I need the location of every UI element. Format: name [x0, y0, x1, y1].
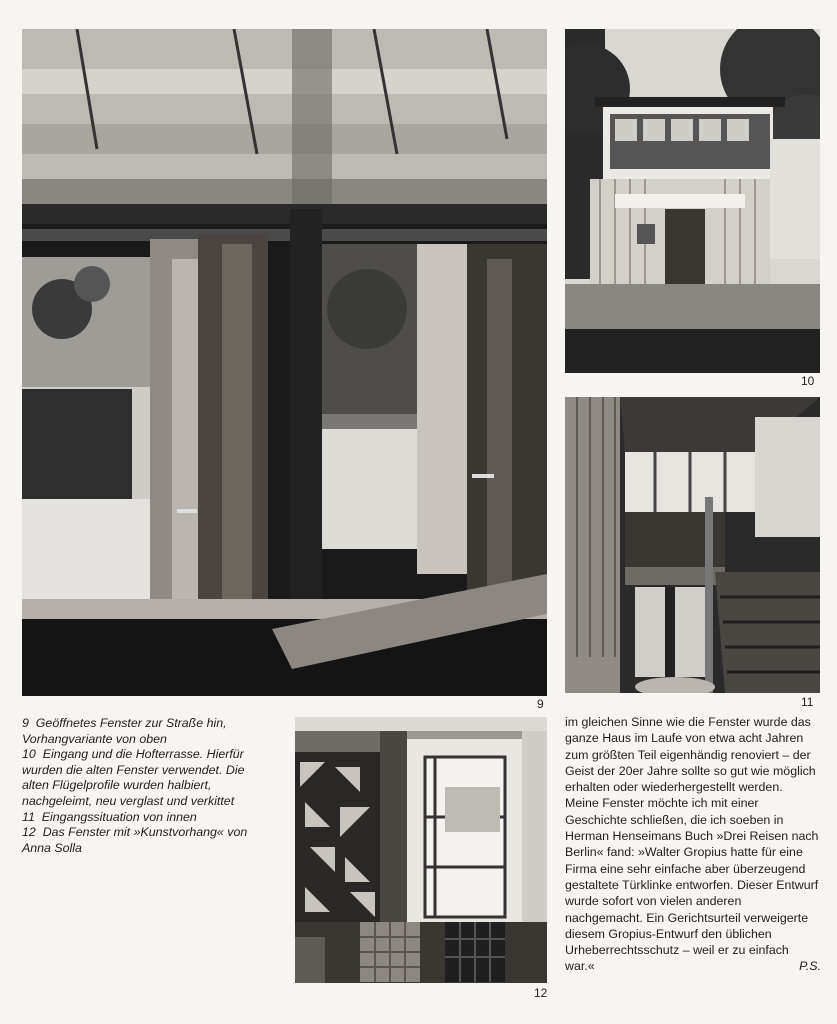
- photo-entrance-interior: [565, 397, 820, 693]
- photo-entrance-house: [565, 29, 820, 373]
- author-signature: P.S.: [799, 959, 821, 974]
- figure-captions: [22, 716, 272, 856]
- caption-11: 11 Eingangssituation von innen: [22, 809, 197, 824]
- caption-12: 12 Das Fenster mit »Kunstvorhang« von Anna Solla: [22, 825, 248, 855]
- figure-number-10: 10: [801, 374, 815, 388]
- figure-number-9: 9: [537, 697, 544, 711]
- body-paragraph-1: im gleichen Sinne wie die Fenster wurde das ganze Haus im Laufe von etwa acht Jahren zum größten Teil eigenhändig renoviert – der Geist der 20er Jahre sollte so gut wie möglich erhalten oder wiederhergestellt werden.: [565, 715, 816, 795]
- figure-number-11: 11: [801, 695, 814, 709]
- curtain-photo-graphic: [295, 717, 547, 983]
- caption-9: 9 Geöffnetes Fenster zur Straße hin, Vorhangvariante von oben: [22, 716, 227, 746]
- article-body-text: [565, 714, 821, 975]
- interior-photo-graphic: [565, 397, 820, 693]
- body-paragraph-2: Meine Fenster möchte ich mit einer Geschichte schließen, die ich soeben in Herman Henseimans Buch »Drei Reisen nach Berlin« fand: »Walter Gropius hatte für eine Firma eine sehr einfache aber überzeugend gestaltete Türklinke entworfen. Dieser Entwurf wurde sofort von vielen anderen nachgemacht. Ein Gerichtsurteil verweigerte diesem Gropius-Entwurf den üblichen Urheberrechtsschutz – weil er zu einfach war.« P.S.: [565, 796, 821, 974]
- window-photo-graphic: [22, 29, 547, 696]
- figure-number-12: 12: [534, 986, 548, 1000]
- photo-window-open: [22, 29, 547, 696]
- entrance-photo-graphic: [565, 29, 820, 373]
- photo-art-curtain-window: [295, 717, 547, 983]
- caption-10: 10 Eingang und die Hofterrasse. Hierfür wurden die alten Fenster verwendet. Die alten Flügelprofile wurden halbiert, nachgeleimt, neu verglast und verkittet: [22, 747, 245, 808]
